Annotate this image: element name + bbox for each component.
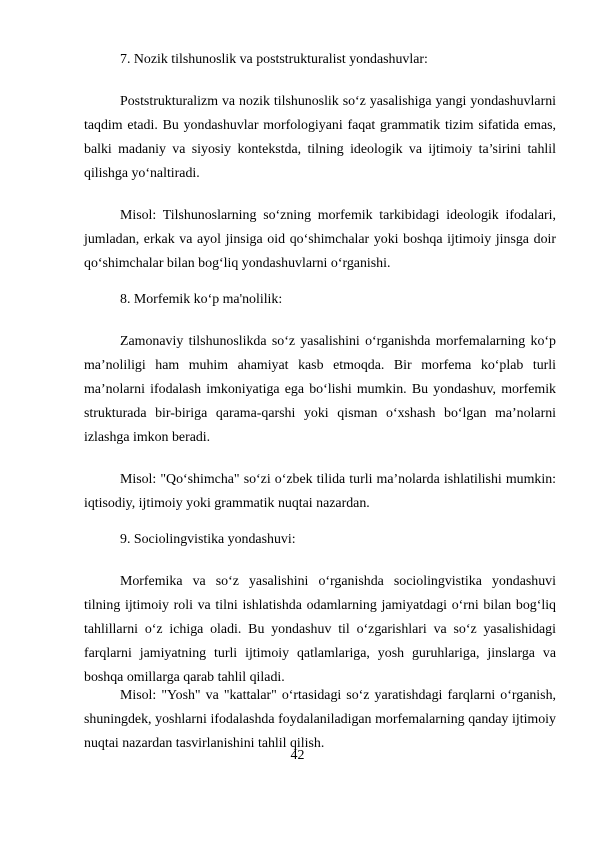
section-9-example: Misol: "Yosh" va "kattalar" o‘rtasidagi so‘z yaratishdagi farqlarni o‘rganish, shuningdek, yoshlarni ifodalashda foydalaniladigan morfemalarning qanday ijtimoiy nuqtai nazardan tasvirlanishini tahlil qilish. bbox=[84, 688, 556, 751]
section-8-heading: 8. Morfemik ko‘p ma'nolilik: bbox=[120, 292, 283, 307]
section-8-example: Misol: "Qo‘shimcha" so‘zi o‘zbek tilida turli ma’nolarda ishlatilishi mumkin: iqtisodiy, ijtimoiy yoki grammatik nuqtai nazardan. bbox=[84, 472, 556, 511]
page-number: 42 bbox=[290, 748, 305, 763]
section-9-heading: 9. Sociolingvistika yondashuvi: bbox=[120, 532, 296, 547]
section-9-paragraph: Morfemika va so‘z yasalishini o‘rganishda sociolingvistika yondashuvi tilning ijtimoiy roli va tilni ishlatishda odamlarning jamiyatdagi o‘rni bilan bog‘liq tahlillarni o‘z ichiga oladi. Bu yondashuv til o‘zgarishlari va so‘z yasalishidagi farqlarni jamiyatning turli ijtimoiy qatlamlariga, yosh guruhlariga, jinslarga va boshqa omillarga qarab tahlil qiladi. bbox=[84, 574, 556, 685]
section-7-paragraph: Poststrukturalizm va nozik tilshunoslik so‘z yasalishiga yangi yondashuvlarni taqdim etadi. Bu yondashuvlar morfologiyani faqat grammatik tizim sifatida emas, balki madaniy va siyosiy kontekstda, tilning ideologik va ijtimoiy ta’sirini tahlil qilishga yo‘naltiradi. bbox=[84, 94, 556, 181]
section-7-example: Misol: Tilshunoslarning so‘zning morfemik tarkibidagi ideologik ifodalari, jumladan, erkak va ayol jinsiga oid qo‘shimchalar yoki boshqa ijtimoiy jinsga doir qo‘shimchalar bilan bog‘liq yondashuvlarni o‘rganishi. bbox=[84, 208, 556, 271]
section-8-paragraph: Zamonaviy tilshunoslikda so‘z yasalishini o‘rganishda morfemalarning ko‘p ma’noliligi ham muhim ahamiyat kasb etmoqda. Bir morfema ko‘plab turli ma’nolarni ifodalash imkoniyatiga ega bo‘lishi mumkin. Bu yondashuv, morfemik strukturada bir-biriga qarama-qarshi yoki qisman o‘xshash bo‘lgan ma’nolarni izlashga imkon beradi. bbox=[84, 334, 556, 445]
section-7-heading: 7. Nozik tilshunoslik va poststrukturalist yondashuvlar: bbox=[120, 52, 428, 67]
